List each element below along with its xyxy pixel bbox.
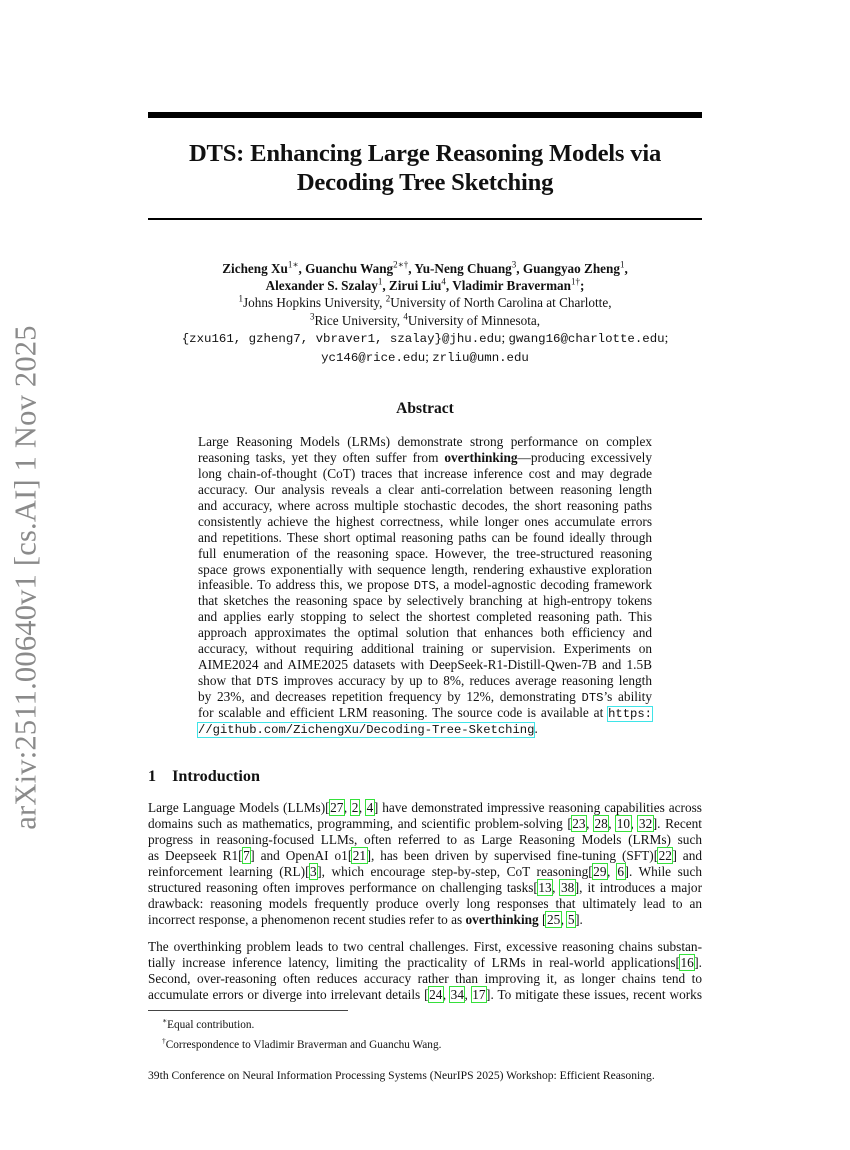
abstract-line: and repetitions. These short optimal reasoning paths can be found ideally through <box>198 529 652 545</box>
citation-link[interactable]: 27 <box>330 800 344 815</box>
citation-link[interactable]: 6 <box>617 863 625 879</box>
text-run: accumulate errors or diverge into irrelevant details [ <box>148 986 429 1002</box>
affiliation-mark: 1 <box>238 294 244 305</box>
citation-link[interactable]: 13 <box>538 879 552 895</box>
affiliation: Johns Hopkins University <box>243 295 380 311</box>
text-run: improves accuracy by up to 8%, reduces average reasoning length <box>278 673 652 689</box>
abstract-line: and applies early stopping to select the shortest completed reasoning path. This <box>198 609 652 625</box>
text-run: ] have demonstrated impressive reasoning capabilities across <box>373 800 702 815</box>
citation-link[interactable]: 2 <box>351 800 359 815</box>
text-run: [ <box>538 911 547 927</box>
paragraph-line: domains such as mathematics, programming, and scientific problem-solving [23, 28, 10, 32]. Recent <box>148 815 702 831</box>
footnote-equal-contribution <box>162 1013 441 1033</box>
paper-title <box>148 139 702 197</box>
title-top-rule <box>148 112 702 118</box>
text-run: ], which encourage step-by-step, CoT reasoning[ <box>317 863 593 879</box>
text-run: structured reasoning often improves performance on challenging tasks[ <box>148 879 538 895</box>
affiliations-line-1: $^1$Johns Hopkins University, $^2$University of North Carolina at Charlotte, <box>238 294 612 311</box>
abstract-line: accuracy. Our analysis reveals a clear anti-correlation between reasoning length <box>198 481 652 497</box>
intro-paragraph-2 <box>148 939 702 1003</box>
author-mark: 1 <box>377 276 383 287</box>
bold-term-overthinking: overthinking <box>444 449 518 465</box>
citation-link[interactable]: 3 <box>310 863 317 879</box>
text-run: Large Language Models (LLMs)[ <box>148 800 330 815</box>
abstract-line: AIME2024 and AIME2025 datasets with DeepSeek-R1-Distill-Qwen-7B and 1.5B <box>198 657 652 673</box>
paragraph-line: drawback: reasoning models frequently produce overly long responses that ultimately lead to an <box>148 895 702 911</box>
author-mark: 1∗ <box>287 259 299 270</box>
paragraph-line <box>148 955 702 971</box>
method-name-dts: DTS <box>413 579 436 594</box>
text-run: , a model-agnostic decoding framework <box>435 577 652 593</box>
text-run: ] and OpenAI o1[ <box>250 847 353 863</box>
author-mark: 3 <box>511 259 517 270</box>
text-run: domains such as mathematics, programming, and scientific problem-solving [ <box>148 815 572 831</box>
citation-link[interactable]: 24 <box>429 986 443 1002</box>
abstract-line: approach approximates the optimal solution that enhances both efficiency and <box>198 625 652 641</box>
source-code-link[interactable]: //github.com/ZichengXu/Decoding-Tree-Sketching <box>198 722 535 737</box>
text-run: reinforcement learning (RL)[ <box>148 863 310 879</box>
citation-link[interactable]: 34 <box>450 986 464 1002</box>
arxiv-identifier-stamp <box>2 325 50 830</box>
section-number: 1 <box>148 767 157 785</box>
text-run: ]. <box>575 911 583 927</box>
footnote-mark: † <box>162 1035 166 1045</box>
author-name: Zirui Liu <box>388 278 442 294</box>
source-code-link[interactable]: https: <box>608 706 652 721</box>
text-run: tially increase inference latency, limiting the practicality of LRMs in real-world applications[ <box>148 954 680 970</box>
citation-link[interactable]: 23 <box>572 815 586 831</box>
citation-link[interactable]: 21 <box>352 847 367 863</box>
email-umn: zrliu@umn.edu <box>432 351 529 366</box>
text-run: infeasible. To address this, we propose <box>198 577 410 593</box>
emails-line-2: yc146@rice.edu; zrliu@umn.edu <box>321 349 529 366</box>
paragraph-line: accumulate errors or diverge into irrelevant details [24, 34, 17]. To mitigate these issues, recent works <box>148 986 702 1002</box>
text-run: ]. <box>694 954 702 970</box>
bold-term-overthinking: overthinking <box>465 911 539 927</box>
title-line-2: Decoding Tree Sketching <box>296 169 554 196</box>
paragraph-line: progress in reasoning-focused LLMs, often referred to as Large Reasoning Models (LRMs) such <box>148 831 702 847</box>
author-name: Guanchu Wang <box>305 261 394 276</box>
author-mark: 2∗† <box>393 259 409 270</box>
citation-link[interactable]: 29 <box>593 863 607 879</box>
abstract-line <box>198 450 652 466</box>
text-run: ]. To mitigate these issues, recent works <box>486 986 702 1002</box>
author-mark: 4 <box>441 276 446 287</box>
citation-link[interactable]: 10 <box>616 815 630 831</box>
venue-footer: 39th Conference on Neural Information Processing Systems (NeurIPS 2025) Workshop: Efficient Reasoning. <box>148 1069 655 1082</box>
affiliation: University of Minnesota <box>407 312 537 328</box>
text-run: as Deepseek R1[ <box>148 847 243 863</box>
author-name: Vladimir Braverman <box>452 278 571 294</box>
author-name: Guangyao Zheng <box>522 261 620 276</box>
citation-link[interactable]: 22 <box>658 847 672 863</box>
affiliation-mark: 4 <box>403 311 408 322</box>
text-run: ], it introduces a major <box>574 879 703 895</box>
abstract-line: and accuracy, where across multiple stochastic decodes, the short reasoning paths <box>198 497 652 513</box>
footnotes <box>162 1013 441 1053</box>
section-title: Introduction <box>172 767 260 785</box>
footnote-mark: ∗ <box>162 1016 168 1025</box>
affiliation-mark: 2 <box>385 294 391 305</box>
text-run: by 23%, and decreases repetition frequency by 12%, demonstrating <box>198 689 576 704</box>
title-line-1: DTS: Enhancing Large Reasoning Models via <box>188 140 662 167</box>
author-mark: 1† <box>570 276 580 287</box>
arxiv-stamp-text: arXiv:2511.00640v1 [cs.AI] 1 Nov 2025 <box>8 325 43 830</box>
abstract-line: space grows exponentially with sequence length, rendering exhaustive exploration <box>198 561 652 577</box>
citation-link[interactable]: 17 <box>472 986 486 1002</box>
footnote-correspondence <box>162 1033 441 1053</box>
citation-link[interactable]: 28 <box>594 815 608 831</box>
abstract-line: that sketches the reasoning space by selectively branching at high-entropy tokens <box>198 593 652 609</box>
text-run: incorrect response, a phenomenon recent studies refer to as <box>148 911 463 927</box>
paragraph-line: incorrect response, a phenomenon recent studies refer to as overthinking [25, 5]. <box>148 911 583 927</box>
citation-link[interactable]: 16 <box>680 954 694 970</box>
author-block <box>148 260 702 367</box>
author-names-line-2: Alexander S. Szalay$^1$, Zirui Liu$^4$, Vladimir Braverman$^{1\dagger}$; <box>265 276 585 294</box>
abstract-line: Large Reasoning Models (LRMs) demonstrate strong performance on complex <box>198 434 652 449</box>
citation-link[interactable]: 4 <box>366 800 374 815</box>
abstract-heading: Abstract <box>396 400 454 417</box>
footnote-rule <box>148 1010 348 1011</box>
text-run: ], has been driven by supervised fine-tuning (SFT)[ <box>366 847 659 863</box>
paragraph-line: Second, over-reasoning often reduces accuracy rather than improving it, as longer chains tend to <box>148 970 702 986</box>
citation-link[interactable]: 7 <box>243 847 250 863</box>
text-run: ’s ability <box>603 689 653 704</box>
footnote-text: Correspondence to Vladimir Braverman and Guanchu Wang. <box>165 1038 442 1051</box>
method-name-dts: DTS <box>581 691 604 705</box>
affiliation-mark: 3 <box>309 311 315 322</box>
intro-paragraph-1 <box>148 800 702 928</box>
email-charlotte: gwang16@charlotte.edu <box>508 331 665 346</box>
author-name: Alexander S. Szalay <box>265 278 378 294</box>
abstract-line: consistently achieve the highest correctness, while longer ones accumulate errors <box>198 513 652 529</box>
abstract-line: accuracy, without requiring additional training or supervision. Experiments on <box>198 641 652 657</box>
text-run: show that <box>198 673 252 689</box>
affiliations-line-2: $^3$Rice University, $^4$University of Minnesota, <box>309 311 541 328</box>
title-bottom-rule <box>148 218 702 220</box>
abstract-line <box>198 577 652 593</box>
paragraph-line: Large Language Models (LLMs)[27, 2, 4] have demonstrated impressive reasoning capabilities across <box>148 800 702 815</box>
paragraph-line: The overthinking problem leads to two central challenges. First, excessive reasoning chains substan- <box>148 939 702 954</box>
footnote-text: Equal contribution. <box>167 1018 255 1031</box>
abstract-line <box>198 721 652 737</box>
abstract-body <box>198 434 652 737</box>
abstract-line <box>198 689 652 705</box>
author-mark: 1 <box>619 259 625 270</box>
author-names-line-1: Zicheng $Xu^{1∗}$, Guanchu Wang$^{2∗\dagger}$, Yu-Neng Chuang$^3$, Guangyao Zheng$^1$, <box>222 259 628 276</box>
text-run: —producing excessively <box>517 449 653 465</box>
abstract-line <box>198 673 652 689</box>
text-run: for scalable and efficient LRM reasoning. The source code is available at <box>198 704 604 720</box>
abstract-line: long chain-of-thought (CoT) traces that increase inference cost and may degrade <box>198 465 652 481</box>
paragraph-line: structured reasoning often improves performance on challenging tasks[13, 38], it introduces a major <box>148 879 703 895</box>
text-run: ] and <box>672 847 703 863</box>
email-rice: yc146@rice.edu <box>321 351 426 366</box>
text-run: ]. Recent <box>652 815 702 831</box>
citation-link[interactable]: 5 <box>567 911 575 927</box>
citation-link[interactable]: 32 <box>638 815 653 831</box>
emails-line-1: {zxu161, gzheng7, vbraver1, szalay}@jhu.edu; gwang16@charlotte.edu; <box>181 329 669 346</box>
text-run: reasoning tasks, yet they often suffer from <box>198 449 439 465</box>
author-name: Yu-Neng Chuang <box>414 261 512 276</box>
abstract-line: full enumeration of the reasoning space. However, the tree-structured reasoning <box>198 545 652 561</box>
affiliation: Rice University <box>314 312 397 328</box>
email-group-jhu: {zxu161, gzheng7, vbraver1, szalay}@jhu.edu <box>181 331 502 346</box>
citation-link[interactable]: 25 <box>546 911 561 927</box>
text-run: ]. While such <box>624 863 702 879</box>
affiliation: University of North Carolina at Charlotte <box>390 295 609 311</box>
abstract-line <box>198 705 652 721</box>
text-run: . <box>534 720 538 736</box>
citation-link[interactable]: 38 <box>560 879 575 895</box>
section-heading-introduction <box>148 767 260 786</box>
paragraph-line <box>148 848 702 864</box>
paragraph-line: reinforcement learning (RL)[3], which encourage step-by-step, CoT reasoning[29, 6]. While such <box>148 863 702 879</box>
author-name: Zicheng Xu <box>222 261 288 276</box>
method-name-dts: DTS <box>256 675 279 690</box>
